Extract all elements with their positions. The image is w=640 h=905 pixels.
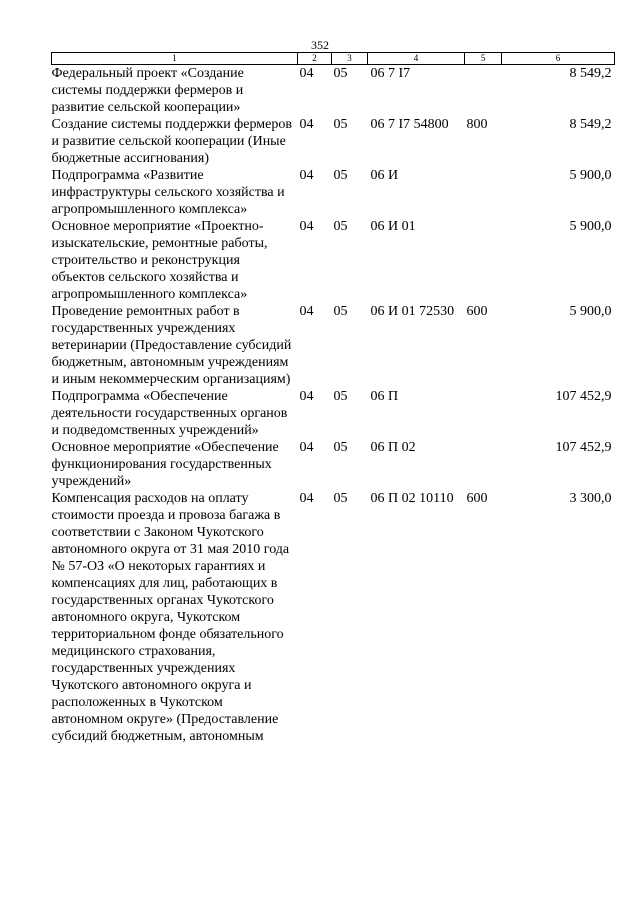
row-section: 04 xyxy=(299,491,314,506)
row-target-article: 06 П 02 10110 xyxy=(370,491,454,506)
table-row xyxy=(52,167,615,218)
row-name: Подпрограмма «Обеспечение деятельности государственных органов и подведомственных учреждений» xyxy=(51,389,288,438)
column-number-row xyxy=(52,53,615,65)
row-name: Создание системы поддержки фермеров и развитие сельской кооперации (Иные бюджетные ассигнования) xyxy=(51,117,292,166)
column-header-3: 3 xyxy=(332,53,368,65)
row-name: Основное мероприятие «Проектно-изыскательские, ремонтные работы, строительство и реконструкция объектов сельского хозяйства и агропромышленного комплекса» xyxy=(51,219,268,302)
row-amount: 107 452,9 xyxy=(555,440,612,455)
table-row xyxy=(52,490,615,745)
row-name: Федеральный проект «Создание системы поддержки фермеров и развитие сельской кооперации» xyxy=(51,66,244,115)
row-target-article: 06 7 I7 54800 xyxy=(370,117,449,132)
table-row xyxy=(52,116,615,167)
table-row xyxy=(52,65,615,117)
row-subsection: 05 xyxy=(333,66,348,81)
row-expense-type xyxy=(465,65,502,117)
table-row xyxy=(52,388,615,439)
row-section: 04 xyxy=(299,440,314,455)
row-target-article: 06 7 I7 xyxy=(370,66,411,81)
row-expense-type xyxy=(465,218,502,303)
row-amount: 5 900,0 xyxy=(569,168,612,183)
row-expense-type xyxy=(465,439,502,490)
row-amount: 3 300,0 xyxy=(569,491,612,506)
page-number: 352 xyxy=(311,38,329,52)
column-header-4: 4 xyxy=(368,53,465,65)
row-name: Подпрограмма «Развитие инфраструктуры сельского хозяйства и агропромышленного комплекса» xyxy=(51,168,285,217)
column-header-5: 5 xyxy=(465,53,502,65)
table-row xyxy=(52,218,615,303)
row-name: Компенсация расходов на оплату стоимости проезда и провоза багажа в соответствии с Законом Чукотского автономного округа от 31 мая 2010 года № 57-ОЗ «О некоторых гарантиях и компенсациях для лиц, работающих в государственных органах Чукотского автономного округа, Чукотском территориальном фонде обязательного медицинского страхования, государственных учреждениях Чукотского автономного округа и расположенных в Чукотском автономном округе» (Предоставление субсидий бюджетным, автономным xyxy=(51,491,290,744)
row-expense-type: 600 xyxy=(466,304,488,319)
row-amount: 8 549,2 xyxy=(569,117,612,132)
row-expense-type: 600 xyxy=(466,491,488,506)
column-header-1: 1 xyxy=(52,53,298,65)
row-section: 04 xyxy=(299,304,314,319)
row-amount: 5 900,0 xyxy=(569,304,612,319)
row-section: 04 xyxy=(299,389,314,404)
row-subsection: 05 xyxy=(333,304,348,319)
row-subsection: 05 xyxy=(333,117,348,132)
row-subsection: 05 xyxy=(333,219,348,234)
row-amount: 107 452,9 xyxy=(555,389,612,404)
row-expense-type: 800 xyxy=(466,117,488,132)
table-row xyxy=(52,439,615,490)
row-subsection: 05 xyxy=(333,389,348,404)
row-name: Основное мероприятие «Обеспечение функционирования государственных учреждений» xyxy=(51,440,279,489)
row-subsection: 05 xyxy=(333,491,348,506)
row-target-article: 06 И 01 72530 xyxy=(370,304,455,319)
table-row xyxy=(52,303,615,388)
row-section: 04 xyxy=(299,66,314,81)
row-target-article: 06 И 01 xyxy=(370,219,416,234)
row-subsection: 05 xyxy=(333,168,348,183)
row-name: Проведение ремонтных работ в государственных учреждениях ветеринарии (Предоставление субсидий бюджетным, автономным учреждениям и иным некоммерческим организациям) xyxy=(51,304,292,387)
row-section: 04 xyxy=(299,219,314,234)
row-subsection: 05 xyxy=(333,440,348,455)
column-header-2: 2 xyxy=(298,53,332,65)
column-header-6: 6 xyxy=(502,53,615,65)
row-section: 04 xyxy=(299,117,314,132)
row-amount: 8 549,2 xyxy=(569,66,612,81)
row-expense-type xyxy=(465,167,502,218)
row-expense-type xyxy=(465,388,502,439)
row-target-article: 06 П xyxy=(370,389,399,404)
budget-table xyxy=(51,52,615,745)
row-target-article: 06 И xyxy=(370,168,399,183)
row-section: 04 xyxy=(299,168,314,183)
row-amount: 5 900,0 xyxy=(569,219,612,234)
row-target-article: 06 П 02 xyxy=(370,440,416,455)
